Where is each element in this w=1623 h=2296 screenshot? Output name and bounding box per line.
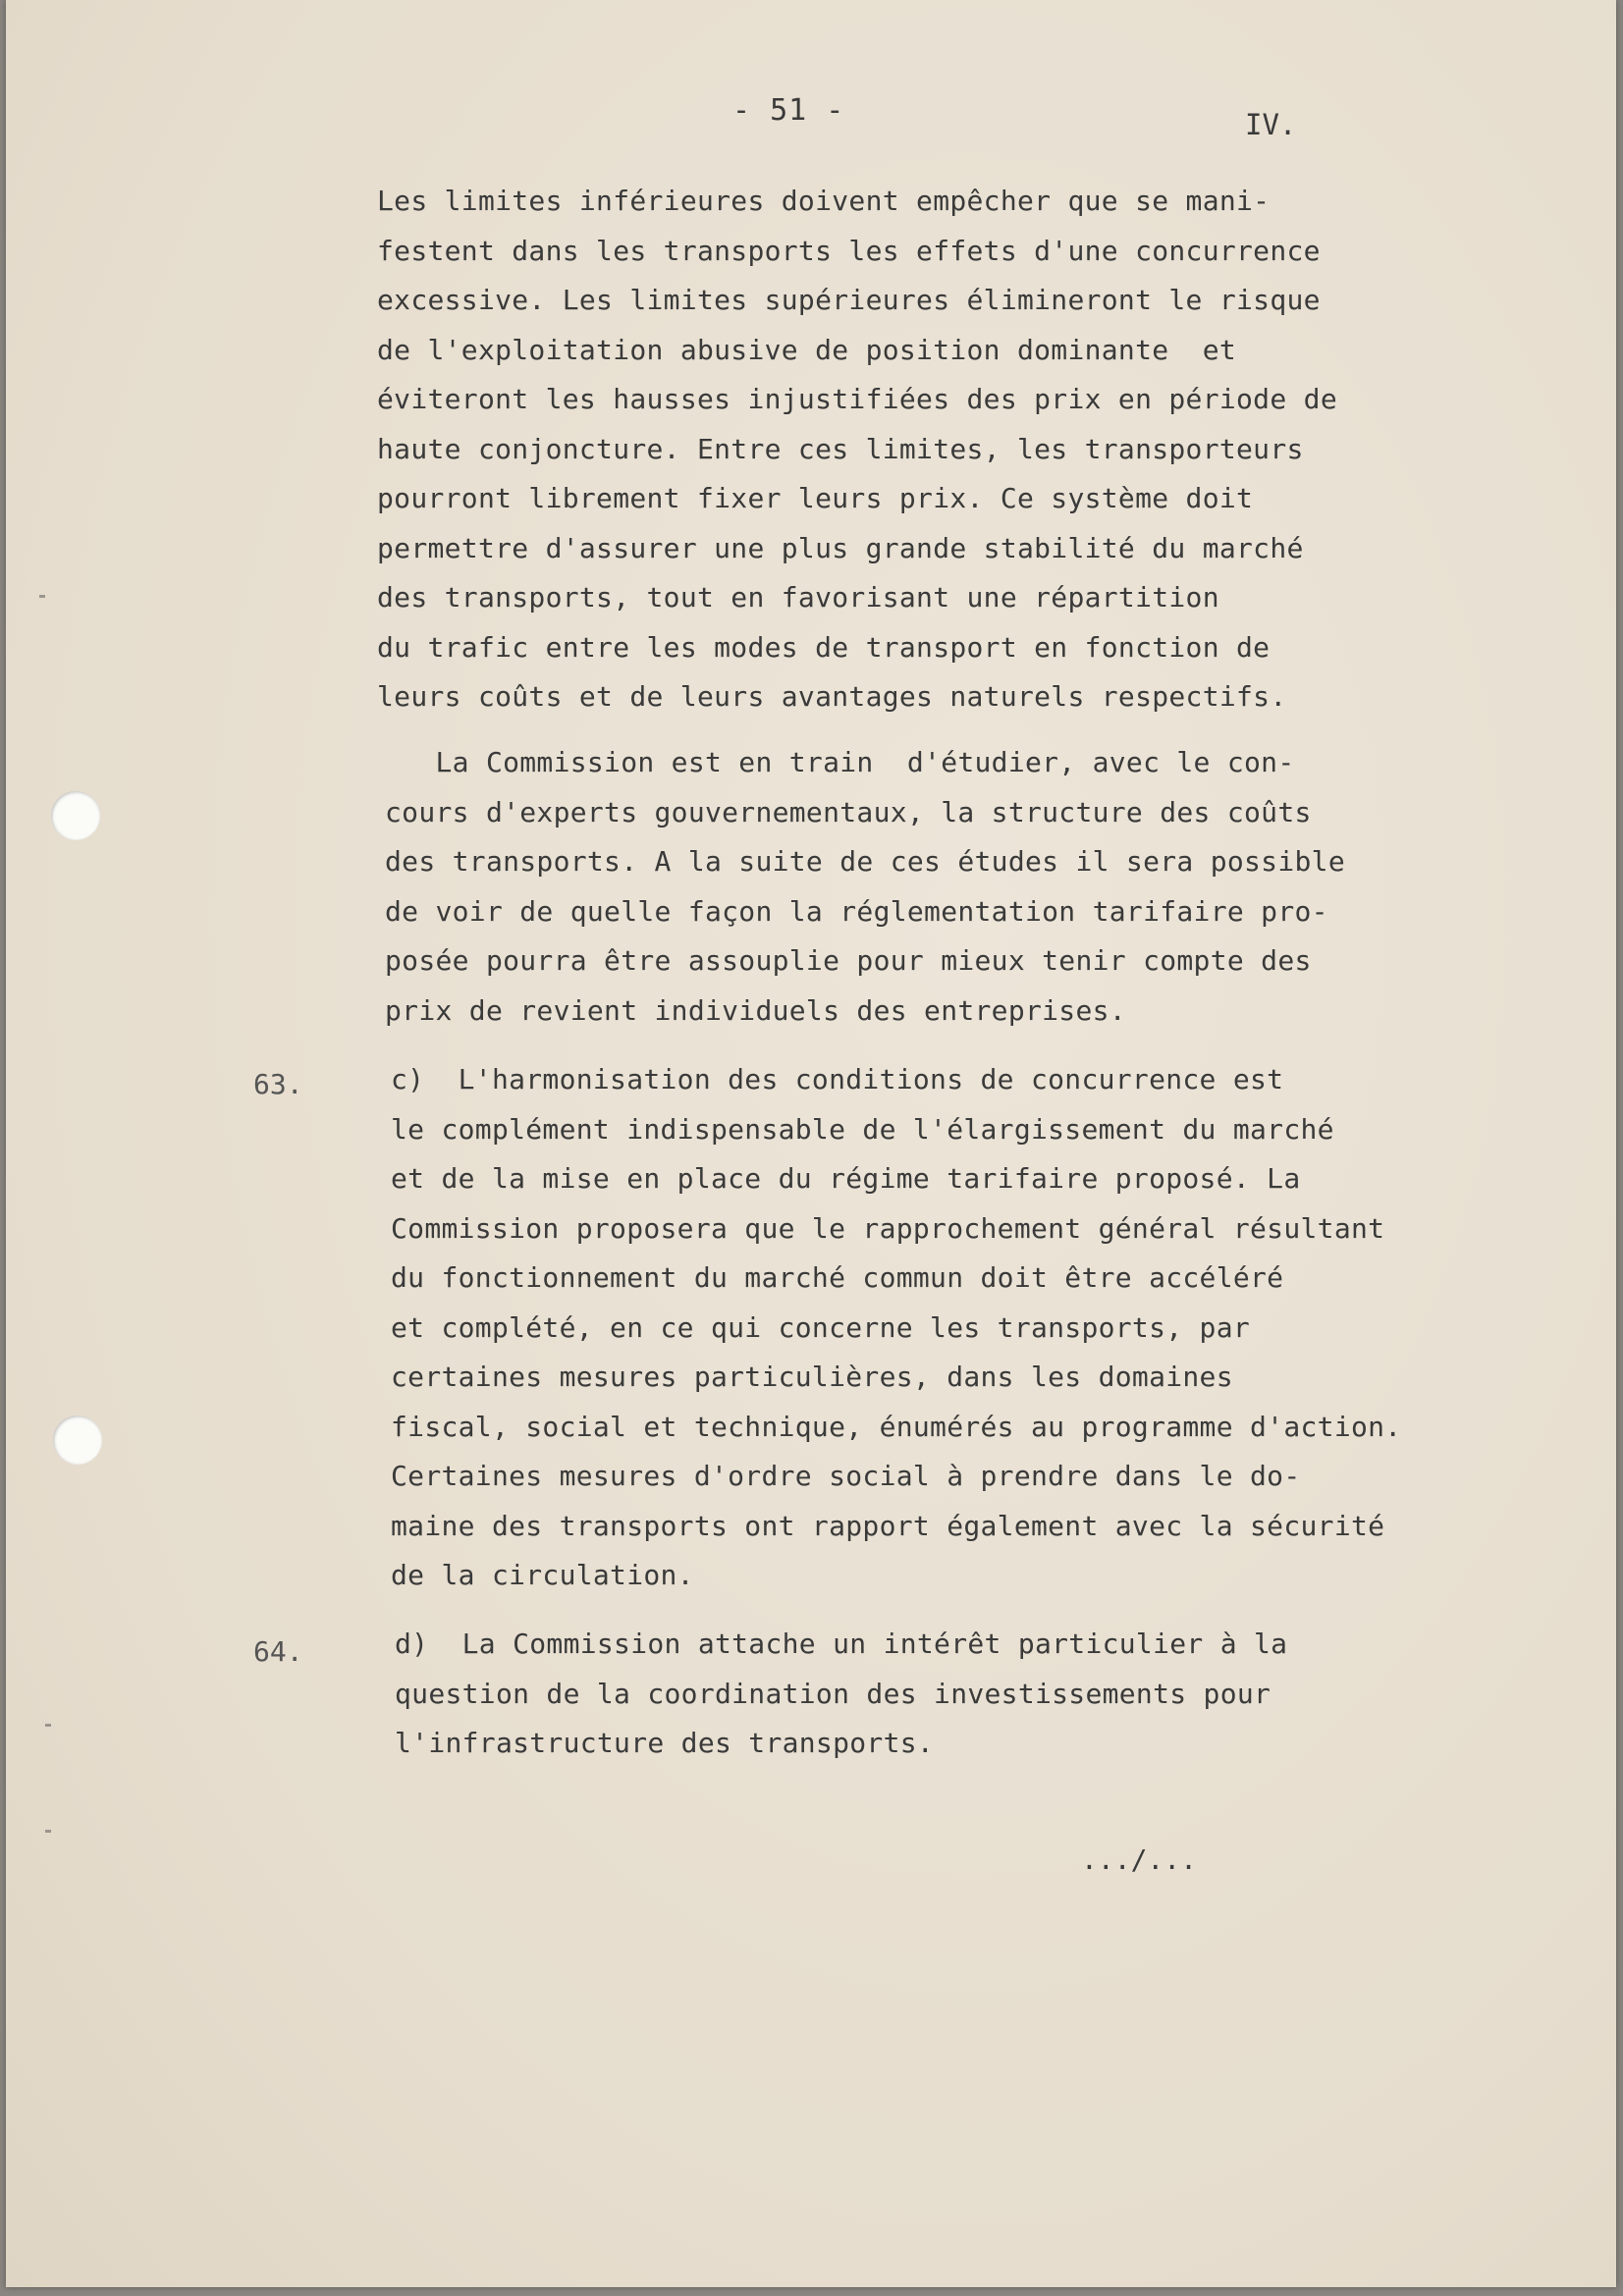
- paper-speck: [45, 1830, 51, 1833]
- text-line: prix de revient individuels des entreprises.: [385, 993, 1126, 1027]
- text-line: Commission proposera que le rapprochement général résultant: [391, 1211, 1385, 1245]
- text-line: du trafic entre les modes de transport en fonction de: [377, 630, 1271, 664]
- text-line: cours d'experts gouvernementaux, la structure des coûts: [385, 795, 1312, 828]
- text-line: Les limites inférieures doivent empêcher que se mani-: [377, 185, 1271, 217]
- document-page: [6, 0, 1616, 2287]
- text-line: des transports, tout en favorisant une répartition: [377, 581, 1219, 614]
- text-line: posée pourra être assouplie pour mieux tenir compte des: [385, 944, 1312, 977]
- paragraph-number: 63.: [253, 1068, 303, 1100]
- paragraph-number: 64.: [253, 1635, 303, 1668]
- text-line: permettre d'assurer une plus grande stabilité du marché: [377, 531, 1304, 564]
- text-line: Certaines mesures d'ordre social à prendre dans le do-: [391, 1460, 1301, 1492]
- text-line: et complété, en ce qui concerne les transports, par: [391, 1310, 1251, 1344]
- paragraph-investment-coordination: [395, 1620, 1287, 1769]
- text-line: maine des transports ont rapport également avec la sécurité: [391, 1509, 1385, 1542]
- text-line: éviteront les hausses injustifiées des prix en période de: [377, 383, 1337, 415]
- text-line: du fonctionnement du marché commun doit être accéléré: [391, 1261, 1284, 1294]
- text-line: c) L'harmonisation des conditions de concurrence est: [391, 1063, 1284, 1095]
- text-line: l'infrastructure des transports.: [395, 1727, 935, 1759]
- paper-speck: [45, 1724, 51, 1727]
- text-line: de voir de quelle façon la réglementation tarifaire pro-: [385, 894, 1328, 928]
- text-line: d) La Commission attache un intérêt particulier à la: [395, 1628, 1288, 1660]
- text-line: excessive. Les limites supérieures élimineront le risque: [377, 284, 1321, 316]
- page-number: - 51 -: [732, 93, 845, 128]
- text-line: haute conjoncture. Entre ces limites, les transporteurs: [377, 432, 1304, 465]
- text-line: pourront librement fixer leurs prix. Ce système doit: [377, 482, 1254, 514]
- paper-speck: [39, 595, 45, 598]
- text-line: festent dans les transports les effets d'une concurrence: [377, 234, 1321, 267]
- paragraph-harmonisation: [391, 1055, 1401, 1601]
- punch-hole: [53, 1415, 102, 1465]
- text-line: fiscal, social et technique, énumérés au programme d'action.: [391, 1410, 1402, 1443]
- text-line: et de la mise en place du régime tarifaire proposé. La: [391, 1162, 1301, 1195]
- text-line: des transports. A la suite de ces études il sera possible: [385, 845, 1345, 878]
- continuation-mark: .../...: [1081, 1843, 1198, 1876]
- text-line: le complément indispensable de l'élargissement du marché: [391, 1112, 1334, 1146]
- text-line: de l'exploitation abusive de position dominante et: [377, 333, 1237, 366]
- text-line: leurs coûts et de leurs avantages naturels respectifs.: [377, 680, 1287, 713]
- paragraph-tariff-limits: [377, 177, 1337, 722]
- text-line: question de la coordination des investissements pour: [395, 1677, 1271, 1710]
- chapter-marker: IV.: [1245, 108, 1297, 141]
- text-line: La Commission est en train d'étudier, avec le con-: [385, 746, 1295, 778]
- text-line: certaines mesures particulières, dans les domaines: [391, 1361, 1233, 1393]
- text-line: de la circulation.: [391, 1559, 694, 1591]
- paragraph-cost-study: [385, 738, 1345, 1036]
- punch-hole: [51, 791, 100, 840]
